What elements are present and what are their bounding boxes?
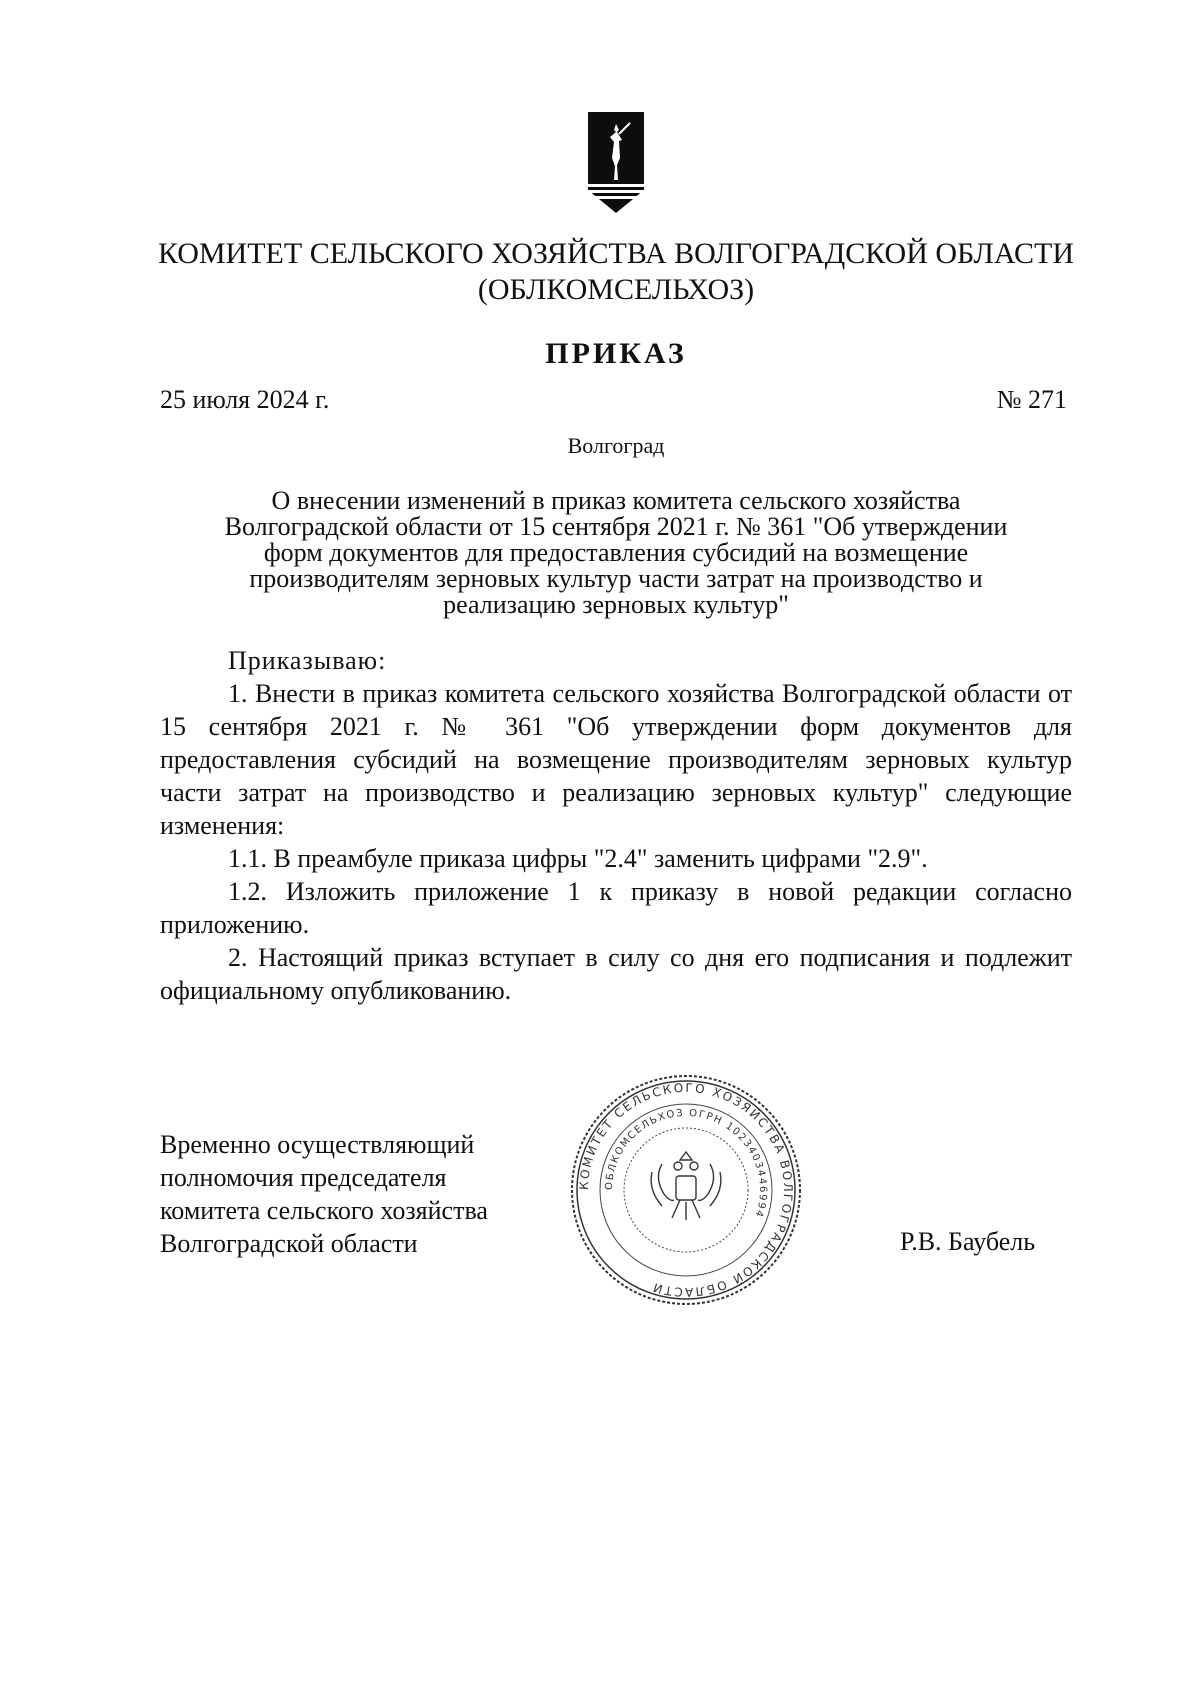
signatory-position-line: Волгоградской области (160, 1229, 418, 1258)
seal-inner-text: ОБЛКОМСЕЛЬХОЗ ОГРН 1023403446994 (603, 1107, 769, 1220)
eagle-icon (651, 1152, 721, 1220)
heading-line: производителям зерновых культур части затрат на производство и (249, 564, 983, 593)
heading-line: форм документов для предоставления субсидий на возмещение (263, 538, 969, 567)
signatory-name: Р.В. Баубель (900, 1227, 1036, 1256)
document-body (160, 644, 1072, 1007)
signatory-position-line: комитета сельского хозяйства (160, 1196, 488, 1225)
document-number: № 271 (996, 385, 1067, 414)
document-heading (150, 488, 1082, 618)
organization-short-name: (ОБЛКОМСЕЛЬХОЗ) (477, 273, 755, 306)
order-intro: Приказываю: (228, 646, 387, 675)
body-paragraph: 1. Внести в приказ комитета сельского хозяйства Волгоградской области от 15 сентября 2021 г. № 361 "Об утверждении форм документов для предоставления субсидий на возмещение производителям зерновых культур части затрат на производство и реализацию зерновых культур" следующие изменения: (160, 679, 1072, 840)
coat-of-arms-emblem (586, 110, 646, 215)
body-paragraph: 2. Настоящий приказ вступает в силу со дня его подписания и подлежит официальному опубликованию. (160, 943, 1072, 1005)
document-date: 25 июля 2024 г. (160, 385, 330, 414)
signatory-position (160, 1128, 488, 1260)
organization-title (0, 236, 1200, 308)
heading-line: О внесении изменений в приказ комитета сельского хозяйства (271, 486, 961, 515)
signatory-position-line: полномочия председателя (160, 1163, 447, 1192)
document-city: Волгоград (567, 433, 665, 458)
heading-line: реализацию зерновых культур" (443, 590, 789, 619)
heading-line: Волгоградской области от 15 сентября 2021 г. № 361 "Об утверждении (224, 512, 1008, 541)
document-type: ПРИКАЗ (545, 337, 687, 370)
body-paragraph: 1.2. Изложить приложение 1 к приказу в новой редакции согласно приложению. (160, 877, 1072, 939)
signatory-position-line: Временно осуществляющий (160, 1130, 475, 1159)
seal-outer-text: КОМИТЕТ СЕЛЬСКОГО ХОЗЯЙСТВА ВОЛГОГРАДСКОЙ ОБЛАСТИ (576, 1080, 796, 1300)
official-seal-stamp (566, 1068, 806, 1312)
body-paragraph: 1.1. В преамбуле приказа цифры "2.4" заменить цифрами "2.9". (228, 844, 928, 873)
organization-name: КОМИТЕТ СЕЛЬСКОГО ХОЗЯЙСТВА ВОЛГОГРАДСКОЙ ОБЛАСТИ (157, 237, 1075, 270)
